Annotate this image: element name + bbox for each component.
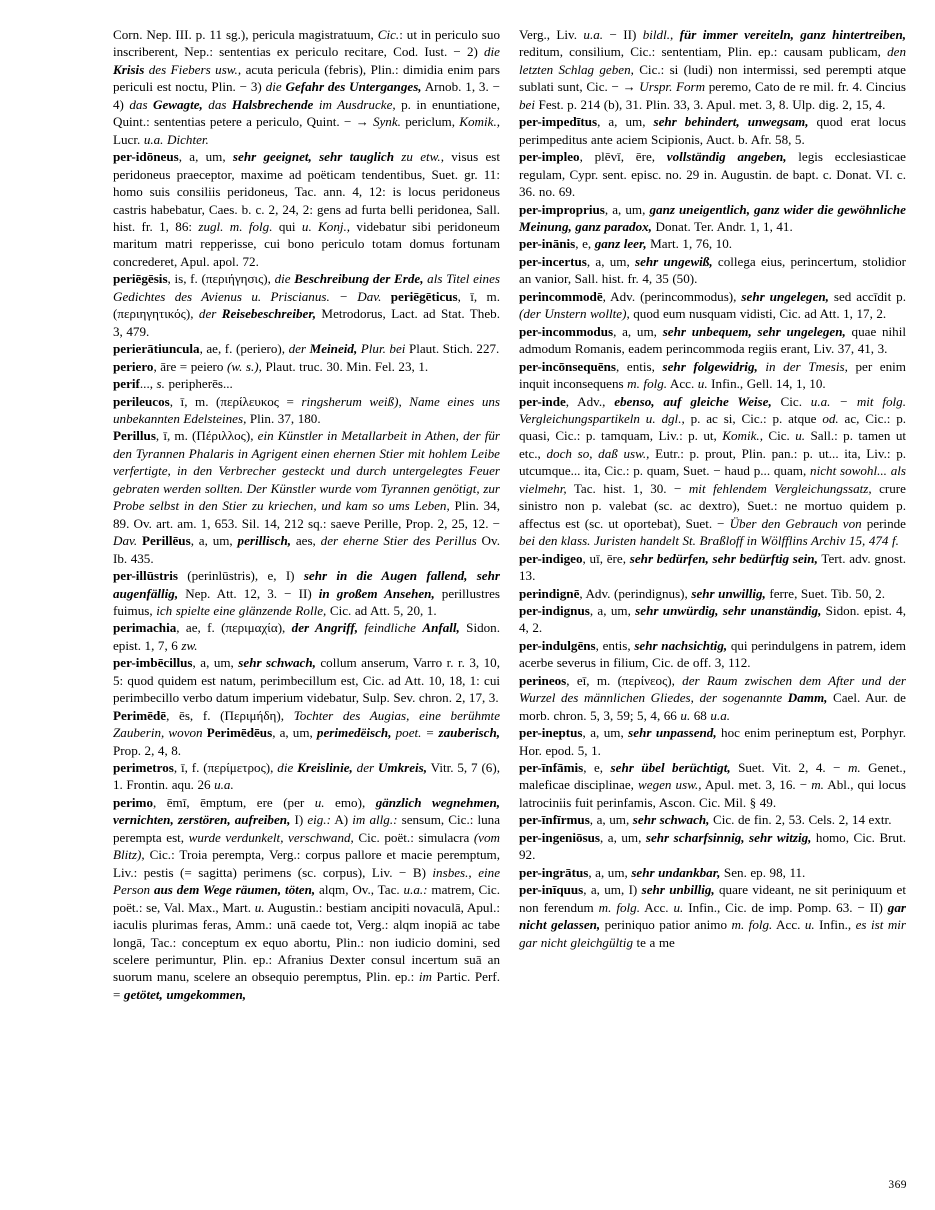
dictionary-entry: per-inīquus, a, um, I) sehr unbillig, quare videant, ne sit periniquum et non ferendum m. folg. Acc. u. Infin., Cic. de imp. Pomp. 63. − II) gar nicht gelassen, periniquo patior animo m. folg. Acc. u. Infin., es ist mir gar nicht gleichgültig te a me — [519, 882, 907, 950]
dictionary-entry: per-impleo, plēvī, ēre, vollständig angeben, legis ecclesiasticae regulam, Cypr. sent. episc. no. 29 in. Augustin. de bapt. c. Donat. VI. c. 36. no. 69. — [519, 149, 906, 200]
dictionary-entry: perimo, ēmī, ēmptum, ere (per u. emo), gänzlich wegnehmen, vernichten, zerstören, aufreiben, I) eig.: A) im allg.: sensum, Cic.: luna perempta est, wurde verdunkelt, verschwand, Cic. poët.: simulacra (vom Blitz), Cic.: Troia perempta, Verg.: corpus pallore et macie peremptum, Liv.: pestis (= sagitta) perimens (sc. corpus), Liv. − B) insbes., eine Person aus dem Wege räumen, töten, alqm, Ov., Tac. u.a.: matrem, Cic. poët.: se, Val. Max., Mart. u. Augustin.: bestiam ancipiti novaculā, Apul.: iaculis plurimas feras, Amm.: unā caede tot, Verg.: alqm inopiā ac tabe longā, Tac.: conceptum ex equo abortu, Plin.: non iudicio domini, sed scelere perimuntur, Plin. ep.: Afranius Dexter consul incertum suā an suorum manu, scelere an obsequio peremptus, Plin. ep.: im Partic. Perf. = getötet, umgekommen, — [113, 794, 501, 1002]
dictionary-entry: per-ineptus, a, um, sehr unpassend, hoc enim perineptum est, Porphyr. Hor. epod. 5, 1. — [519, 725, 906, 758]
dictionary-entry: per-incōnsequēns, entis, sehr folgewidrig, in der Tmesis, per enim inquit inconsequens m. folg. Acc. u. Infin., Gell. 14, 1, 10. — [519, 358, 906, 392]
dictionary-entry: per-illūstris (perinlūstris), e, I) sehr in die Augen fallend, sehr augenfällig, Nep. Att. 12, 3. − II) in großem Ansehen, perillustres fuimus, ich spielte eine glänzende Rolle, Cic. ad Att. 5, 20, 1. — [113, 568, 500, 618]
dictionary-entry: per-imbēcillus, a, um, sehr schwach, collum anserum, Varro r. r. 3, 10, 5: quod quidem est natum, perimbecillum est, Cic. ad Att. 10, 18, 1: cui perimbecillo verbo datum imperium videbatur, Sulp. Sev. chron. 2, 17, 3. — [113, 655, 500, 706]
dictionary-entry: per-incertus, a, um, sehr ungewiß, collega eius, perincertum, stolidior an vanior, Sall. hist. fr. 4, 35 (50). — [519, 253, 906, 287]
dictionary-entry: per-inde, Adv., ebenso, auf gleiche Weise, Cic. u.a. − mit folg. Vergleichungspartikeln u. dgl., p. ac si, Cic.: p. atque od. ac, Cic.: p. quasi, Cic.: p. tamquam, Liv.: p. ut, Komik., Cic. u. Sall.: p. tamen ut etc., doch so, daß usw., Eutr.: p. prout, Plin. pan.: p. ut... ita, Liv.: p. utcumque... ita, Cic.: p. quam, Suet. − haud p... quam, nicht sowohl... als vielmehr, Tac. hist. 1, 30. − mit fehlendem Vergleichungssatz, crure sinistro non p. valebat (sc. ac dextro), Suet.: ne mortuo quidem p. affectus est (sc. ut oportebat), Suet. − Über den Gebrauch von perinde bei den klass. Juristen handelt St. Braßloff in Wölfflins Archiv 15, 474 f. — [519, 393, 907, 549]
dictionary-entry: periero, āre = peiero (w. s.), Plaut. truc. 30. Min. Fel. 23, 1. — [113, 358, 429, 374]
dictionary-entry: perindignē, Adv. (perindignus), sehr unwillig, ferre, Suet. Tib. 50, 2. — [519, 585, 885, 601]
dictionary-entry: per-impedītus, a, um, sehr behindert, unwegsam, quod erat locus perimpeditus ante aciem Scipionis, Auct. b. Afr. 58, 5. — [519, 114, 906, 147]
dictionary-entry: per-idōneus, a, um, sehr geeignet, sehr tauglich zu etw., visus est peridoneus praeceptor, maxime ad poëticam tendentibus, Suet. gr. 11: homo suis consiliis peridoneus, Tac. ann. 4, 12: is locus peridoneus castris habebatur, Caes. b. c. 2, 24, 2: gens ad furta belli peridonea, Sall. hist. fr. 1, 86: zugl. m. folg. qui u. Konj., videbatur sibi peridoneum maritum matri repperisse, cui bono periculo totam domus fortunam concrederet, Apul. apol. 72. — [113, 149, 500, 269]
dictionary-entry: perimachia, ae, f. (περιμαχία), der Angriff, feindliche Anfall, Sidon. epist. 1, 7, 6 zw. — [113, 620, 500, 653]
dictionary-entry: per-ingeniōsus, a, um, sehr scharfsinnig, sehr witzig, homo, Cic. Brut. 92. — [519, 829, 906, 863]
dictionary-entry: per-indigeo, uī, ēre, sehr bedürfen, sehr bedürftig sein, Tert. adv. gnost. 13. — [519, 550, 906, 584]
dictionary-entry: per-īnfīrmus, a, um, sehr schwach, Cic. de fin. 2, 53. Cels. 2, 14 extr. — [519, 812, 892, 828]
dictionary-entry: perileucos, ī, m. (περίλευκος = ringsherum weiß), Name eines uns unbekannten Edelsteines, Plin. 37, 180. — [113, 393, 501, 426]
dictionary-entry: Perimēdē, ēs, f. (Περιμήδη), Tochter des Augias, eine berühmte Zauberin, wovon Perimēdēus, a, um, perimedëisch, poet. = zauberisch, Prop. 2, 4, 8. — [113, 707, 500, 758]
dictionary-entry: perierātiuncula, ae, f. (periero), der Meineid, Plur. bei Plaut. Stich. 227. — [113, 341, 500, 357]
dictionary-entry: perimetros, ī, f. (περίμετρος), die Kreislinie, der Umkreis, Vitr. 5, 7 (6), 1. Frontin. aqu. 26 u.a. — [113, 760, 500, 793]
dictionary-entry: per-īnfāmis, e, sehr übel berüchtigt, Suet. Vit. 2, 4. − m. Genet., maleficae disciplinae, wegen usw., Apul. met. 3, 16. − m. Abl., qui locus latrociniis fuit perinfamis, Ascon. Cic. Mil. § 49. — [519, 760, 907, 810]
dictionary-entry: Perillus, ī, m. (Πέριλλος), ein Künstler in Metallarbeit in Athen, der für den Tyrannen Phalaris in Agrigent einen ehernen Stier mit hohlem Leibe verfertigte, in den Verbrecher gesteckt und durch untergelegtes Feuer gebraten werden sollten. Der Künstler wurde vom Tyrannen genötigt, zur Probe selbst in den Stier zu kriechen, und kam so ums Leben, Plin. 34, 89. Ov. art. am. 1, 653. Sil. 14, 212 sq.: saeve Perille, Prop. 2, 25, 12. − Dav. Perillēus, a, um, perillisch, aes, der eherne Stier des Perillus Ov. Ib. 435. — [113, 428, 500, 566]
right-column — [519, 26, 906, 1146]
dictionary-entry: per-incommodus, a, um, sehr unbequem, sehr ungelegen, quae nihil admodum Romanis, eadem perincommoda regiis erant, Liv. 37, 41, 3. — [519, 323, 907, 357]
page-number: 369 — [888, 1179, 907, 1191]
left-column — [113, 26, 500, 1146]
dictionary-entry: per-indulgēns, entis, sehr nachsichtig, qui perindulgens in patrem, idem acerbe severus in filium, Cic. de off. 3, 112. — [519, 637, 906, 671]
dictionary-entry: perineos, eī, m. (περίνεος), der Raum zwischen dem After und der Wurzel des männlichen Gliedes, der sogenannte Damm, Cael. Aur. de morb. chron. 5, 3, 59; 5, 4, 66 u. 68 u.a. — [519, 672, 906, 723]
page-columns — [113, 26, 907, 1146]
dictionary-entry: per-ingrātus, a, um, sehr undankbar, Sen. ep. 98, 11. — [519, 864, 806, 880]
dictionary-entry: perincommodē, Adv. (perincommodus), sehr ungelegen, sed accīdit p. (der Unstern wollte), quod eum nusquam vidisti, Cic. ad Att. 1, 17, 2. — [519, 288, 906, 322]
dictionary-entry: per-improprius, a, um, ganz uneigentlich, ganz wider die gewöhnliche Meinung, ganz paradox, Donat. Ter. Andr. 1, 1, 41. — [519, 201, 906, 234]
dictionary-entry: per-inānis, e, ganz leer, Mart. 1, 76, 10. — [519, 236, 733, 252]
dictionary-entry: Verg., Liv. u.a. − II) bildl., für immer vereiteln, ganz hintertreiben, reditum, consilium, Cic.: sententiam, Plin. ep.: causam publicam, den letzten Schlag geben, Cic.: si (ludi) non intermissi, sed perempti atque sublati sunt, Cic. − → Urspr. Form peremo, Cato de re mil. fr. 4. Cincius bei Fest. p. 214 (b), 31. Plin. 33, 3. Apul. met. 3, 8. Ulp. dig. 2, 15, 4. — [519, 27, 906, 112]
dictionary-entry: Corn. Nep. III. p. 11 sg.), pericula magistratuum, Cic.: ut in periculo suo inscriberent, Nep.: sententias ex periculo recitare, Cod. Iust. − 2) die Krisis des Fiebers usw., acuta pericula (febris), Plin.: dimidia enim pars periculi est noctu, Plin. − 3) die Gefahr des Unterganges, Arnob. 1, 3. − 4) das Gewagte, das Halsbrechende im Ausdrucke, p. in enuntiatione, Quint.: sententias petere a periculo, Quint. − → Synk. periclum, Komik., Lucr. u.a. Dichter. — [113, 27, 501, 147]
dictionary-entry: perif..., s. peripherēs... — [113, 376, 233, 392]
dictionary-entry: periēgēsis, is, f. (περιήγησις), die Beschreibung der Erde, als Titel eines Gedichtes des Avienus u. Priscianus. − Dav. periēgēticus, ī, m. (περιηγητικός), der Reisebeschreiber, Metrodorus, Lact. ad Stat. Theb. 3, 479. — [113, 271, 501, 339]
dictionary-entry: per-indignus, a, um, sehr unwürdig, sehr unanständig, Sidon. epist. 4, 4, 2. — [519, 602, 906, 636]
